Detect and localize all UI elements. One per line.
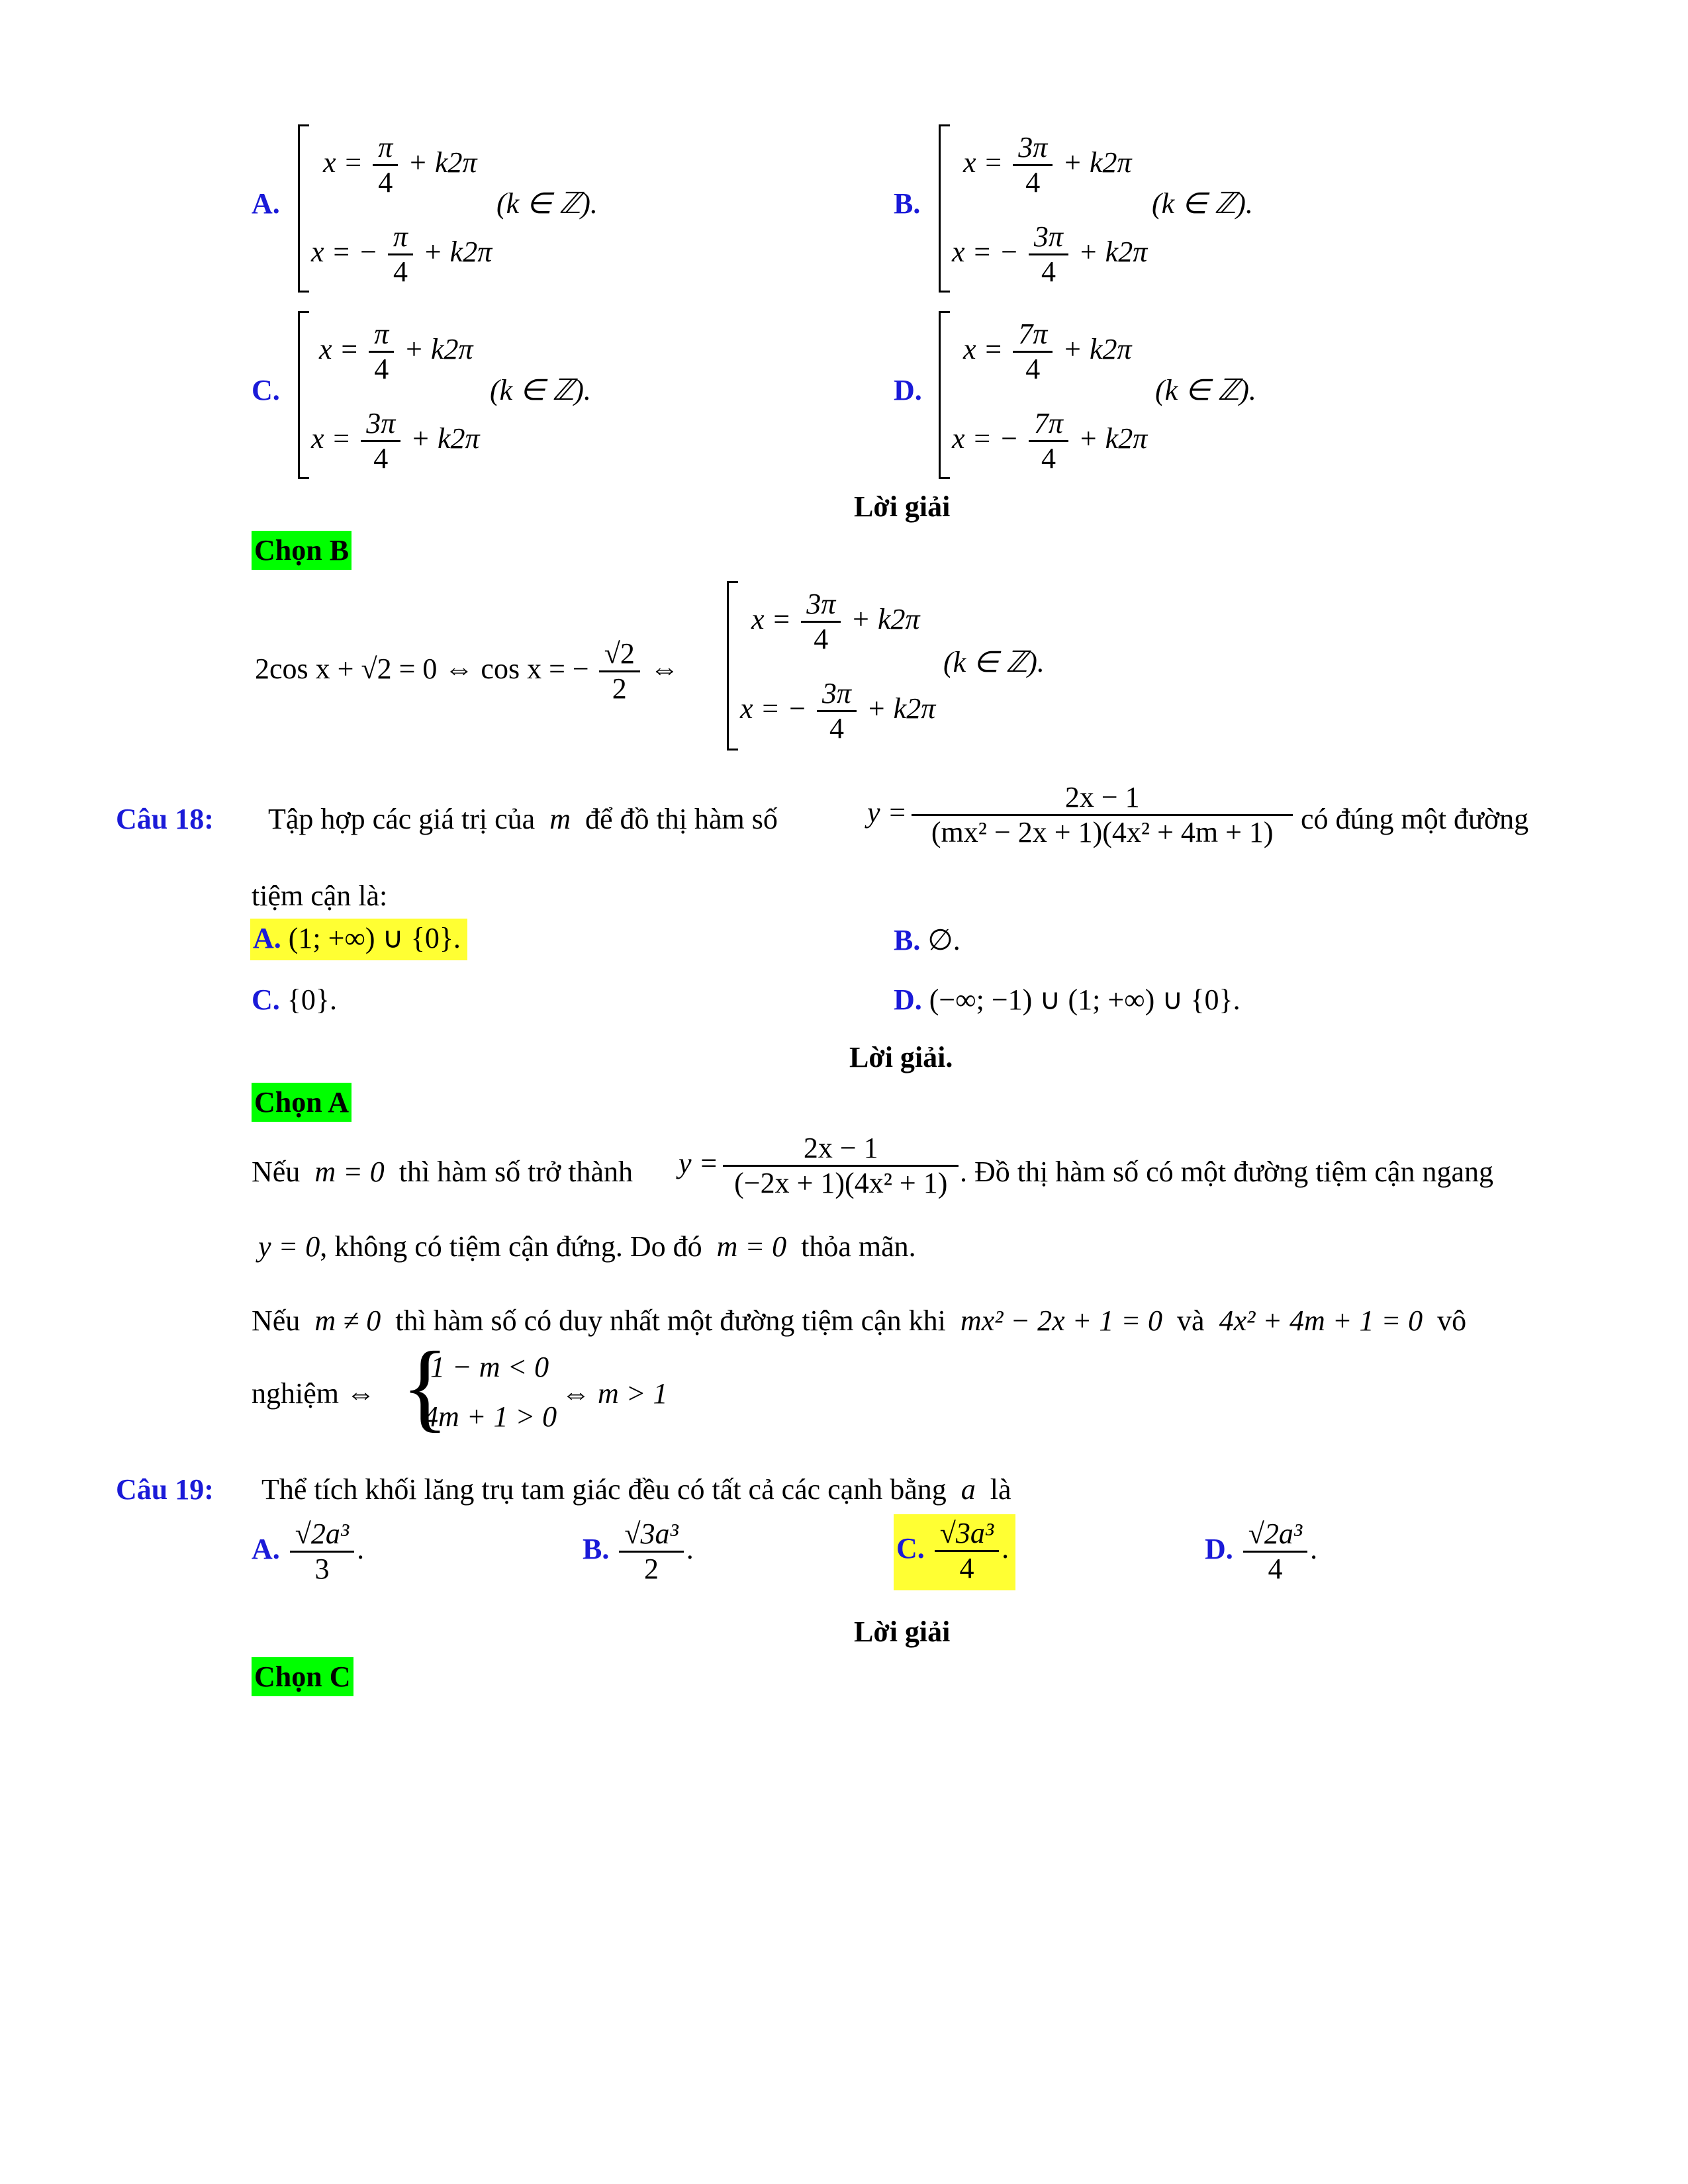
q17-option-a-label[interactable]: A. [252,187,280,220]
q19-solution-title: Lời giải [854,1615,951,1648]
q17-option-b-line2: x = − $\frac{3\pi}{4}$ + k2π [952,220,1148,289]
q17-option-d-line1: x = $\frac{7\pi}{4}$ + k2π [963,318,1132,386]
q18-solution-para4-start: nghiệm ⇔ [252,1377,375,1410]
q17-option-a-line1 [323,132,477,198]
q17-solution-line2: x = − $\frac{3\pi}{4}$ + k2π [740,677,936,745]
q18-solution-title: Lời giải. [849,1041,953,1073]
q17-option-a-bracket [298,124,309,293]
q18-stem-line1-end: có đúng một đường [1301,803,1529,835]
q18-option-d[interactable]: D. (−∞; −1) ∪ (1; +∞) ∪ {0}. [894,983,1241,1016]
q19-label: Câu 19: [116,1473,214,1506]
q17-option-b-cond: (k ∈ ℤ). [1152,187,1253,220]
q18-solution-para1-start: Nếu m = 0 thì hàm số trở thành [252,1156,633,1188]
q17-option-c-label[interactable]: C. [252,374,280,406]
q19-option-c[interactable]: C. $\frac{\text{√3a³}}{4}$ . [894,1514,1015,1590]
q17-option-c-bracket [298,311,309,479]
q19-option-a[interactable]: A. $\frac{\text{√2a³}}{3}$ . [252,1518,365,1586]
q19-option-d[interactable]: D. $\frac{\text{√2a³}}{4}$ . [1205,1518,1318,1586]
q17-eq-left: 2cos x + √2 = 0 ⇔ cos x = − [255,652,589,685]
q19-choice-badge: Chọn C [252,1657,353,1696]
q17-option-d-line2: x = − $\frac{7\pi}{4}$ + k2π [952,407,1148,475]
q17-option-a-cond: (k ∈ ℤ). [496,187,598,220]
q18-label: Câu 18: [116,803,214,835]
q17-eq-frac: $\frac{√2}{2}$ [599,639,640,704]
q17-solution-title: Lời giải [854,490,951,523]
q18-system-line2: 4m + 1 > 0 [424,1400,557,1433]
q17-solution-bracket [727,581,738,751]
q18-solution-para3: Nếu m ≠ 0 thì hàm số có duy nhất một đường tiệm cận khi mx² − 2x + 1 = 0 và 4x² + 4m + 1 = 0 vô [252,1304,1467,1337]
q18-solution-function: y = $\frac{2x - 1}{\text{(−2x + 1)(4x² + 1)}}$ [679,1133,956,1199]
q17-solution-equation [255,639,679,704]
q17-option-c-line2: x = $\frac{3\pi}{4}$ + k2π [311,407,480,475]
q18-option-c[interactable]: C. {0}. [252,983,338,1016]
q17-option-a-line2: x = − $\frac{\pi}{4}$ + k2π [311,220,492,289]
q19-option-b[interactable]: B. $\frac{\text{√3a³}}{2}$ . [583,1518,694,1586]
q17-a-l1-tail: + k2π [408,146,477,179]
q17-option-c-line1: x = $\frac{\pi}{4}$ + k2π [319,318,473,386]
q17-option-b-bracket [939,124,950,293]
q18-system-line1: 1 − m < 0 [430,1351,549,1383]
q18-choice-badge: Chọn A [252,1083,352,1122]
q17-solution-cond: (k ∈ ℤ). [943,646,1045,678]
q17-choice-badge: Chọn B [252,531,352,570]
q18-option-a[interactable]: A. (1; +∞) ∪ {0}. [250,919,467,960]
q18-solution-para1-end: . Đồ thị hàm số có một đường tiệm cận ngang [960,1156,1493,1188]
q17-option-d-cond: (k ∈ ℤ). [1155,374,1256,406]
q18-option-b[interactable]: B. ∅. [894,924,961,956]
q17-a-l1-frac: $\frac{\pi}{4}$ [373,132,398,198]
q17-solution-line1: x = $\frac{3\pi}{4}$ + k2π [751,588,920,656]
q17-option-b-label[interactable]: B. [894,187,921,220]
q17-option-b-line1: x = $\frac{3\pi}{4}$ + k2π [963,131,1132,199]
q17-option-d-bracket [939,311,950,479]
q17-option-c-cond: (k ∈ ℤ). [490,374,591,406]
q18-solution-result: ⇔ m > 1 [561,1377,668,1410]
q17-a-l1-lhs: x = [323,146,363,179]
q18-solution-para2: y = 0, không có tiệm cận đứng. Do đó m = 0 thỏa mãn. [258,1230,916,1263]
q18-system-brace: { [401,1332,449,1441]
q18-stem-line2: tiệm cận là: [252,880,388,912]
q18-stem-line1: Tập hợp các giá trị của m để đồ thị hàm số [268,803,778,835]
q17-option-d-label[interactable]: D. [894,374,922,406]
q18-function: y = $\frac{2x - 1}{\text{(mx² − 2x + 1)(4x² + 4m + 1)}}$ [867,782,1290,848]
q19-stem: Thể tích khối lăng trụ tam giác đều có tất cả các cạnh bằng a là [261,1473,1011,1506]
q17-eq-arrow: ⇔ [649,652,679,685]
